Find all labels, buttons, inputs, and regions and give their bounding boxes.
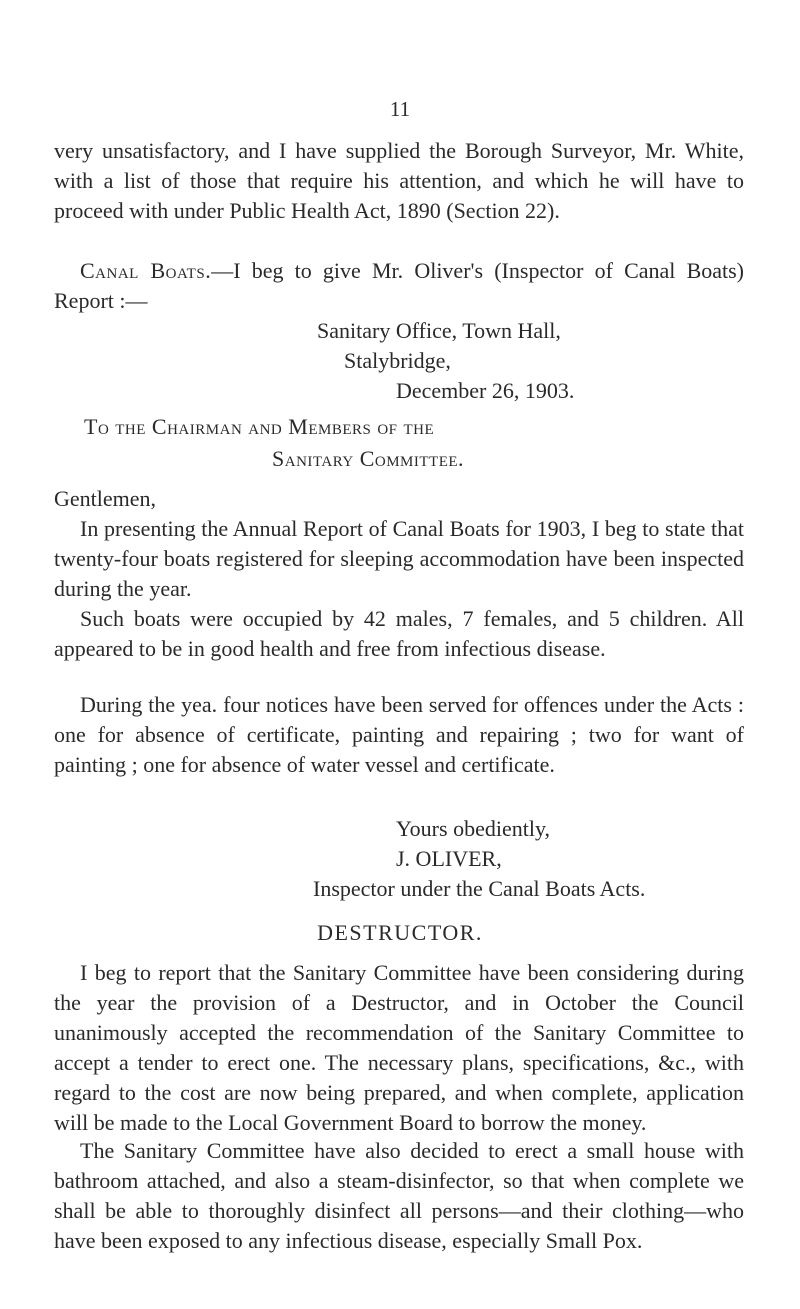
letter-addressee-line-1: To the Chairman and Members of the bbox=[84, 414, 435, 439]
letter-address-line-2: Stalybridge, bbox=[344, 348, 451, 373]
letter-paragraph-2: Such boats were occupied by 42 males, 7 females, and 5 children. All appeared to be in good health and free from infectious disease. bbox=[54, 606, 744, 661]
letter-paragraph-1: In presenting the Annual Report of Canal Boats for 1903, I beg to state that twenty-four boats registered for sleeping accommodation have been inspected during the year. bbox=[54, 516, 744, 601]
letter-signature: J. OLIVER, bbox=[396, 846, 502, 871]
letter-address-line-1: Sanitary Office, Town Hall, bbox=[317, 318, 561, 343]
intro-text: very unsatisfactory, and I have supplied the Borough Surveyor, Mr. White, with a list of those that require his attention, and which he will have to proceed with under Public Health Act, 1890 (Section 22). bbox=[54, 138, 744, 223]
destructor-paragraph-1: I beg to report that the Sanitary Committee have been considering during the year the provision of a Destructor, and in October the Council unanimously accepted the recommendation of the Sanitary Committee to accept a tender to erect one. The necessary plans, specifications, &c., with regard to the cost are now being prepared, and when complete, application will be made to the Local Government Board to borrow the money. bbox=[54, 960, 744, 1135]
canal-boats-paragraph bbox=[54, 256, 744, 316]
letter-salutation: Gentlemen, bbox=[54, 486, 157, 511]
intro-paragraph bbox=[54, 136, 744, 226]
letter-signatory-title: Inspector under the Canal Boats Acts. bbox=[313, 876, 646, 901]
letter-closing: Yours obediently, bbox=[396, 816, 551, 841]
letter-paragraph-3: During the yea. four notices have been served for offences under the Acts : one for absence of certificate, painting and repairing ; two for want of painting ; one for absence of water vessel and certificate. bbox=[54, 692, 744, 777]
page-number: 11 bbox=[389, 97, 411, 121]
letter-addressee-line-2: Sanitary Committee. bbox=[272, 446, 465, 471]
destructor-heading: DESTRUCTOR. bbox=[317, 920, 483, 945]
canal-boats-text: —I beg to give Mr. Oliver's (Inspector of Canal Boats) Report :— bbox=[54, 258, 745, 313]
letter-date: December 26, 1903. bbox=[396, 378, 575, 403]
destructor-paragraph-2: The Sanitary Committee have also decided to erect a small house with bathroom attached, and also a steam-disinfector, so that when complete we shall be able to thoroughly disinfect all persons—and their clothing—who have been exposed to any infectious disease, especially Small Pox. bbox=[54, 1138, 744, 1253]
canal-boats-heading: Canal Boats. bbox=[80, 258, 212, 283]
